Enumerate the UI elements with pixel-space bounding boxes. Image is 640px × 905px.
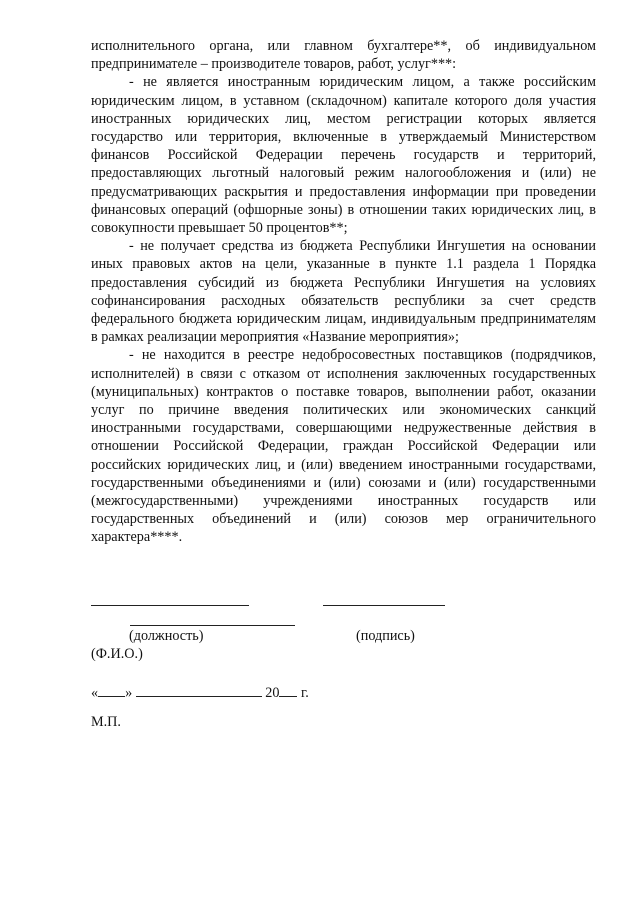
position-blank-line xyxy=(91,605,249,606)
day-blank xyxy=(98,683,125,697)
document-body xyxy=(91,37,596,547)
paragraph-registry: - не находится в реестре недобросовестных поставщиков (подрядчиков, исполнителей) в связи с отказом от исполнения заключенных государственных (муниципальных) контрактов о поставке товаров, выполнении работ, оказании услуг по причине введения политических или экономических санкций иностранными государствами, совершающими недружественные действия в отношении Российской Федерации, граждан Российской Федерации или российских юридических лиц, и (или) введением иностранными государствами, государственными объединениями и (или) союзами и (или) государственными (межгосударственными) учреждениями иностранных государств или государственных объединений и (или) союзов мер ограничительного характера****. xyxy=(91,347,596,546)
position-label: (должность) xyxy=(129,628,204,644)
name-blank-line xyxy=(130,625,295,626)
year-blank xyxy=(279,683,297,697)
date-open-quote: « xyxy=(91,685,99,701)
signature-blank-line xyxy=(323,605,445,606)
paragraph-intro: исполнительного органа, или главном бухгалтере**, об индивидуальном предпринимателе – производителе товаров, работ, услуг***: xyxy=(91,38,596,73)
name-label: (Ф.И.О.) xyxy=(91,646,143,662)
year-suffix: г. xyxy=(301,685,309,701)
date-close-quote: » xyxy=(125,685,133,701)
paragraph-foreign-entity: - не является иностранным юридическим лицом, а также российским юридическим лицом, в уставном (складочном) капитале которого доля участия иностранных юридических лиц, местом регистрации которых является государство или территория, включенные в утверждаемый Министерством финансов Российской Федерации перечень государств и территорий, предоставляющих льготный налоговый режим налогообложения и (или) не предусматривающих раскрытия и предоставления информации при проведении финансовых операций (офшорные зоны) в отношении таких юридических лиц, в совокупности превышает 50 процентов**; xyxy=(91,74,596,237)
month-blank xyxy=(136,683,262,697)
paragraph-budget-funds: - не получает средства из бюджета Республики Ингушетия на основании иных правовых актов на цели, указанные в пункте 1.1 раздела 1 Порядка предоставления субсидий из бюджета Республики Ингушетия на условиях софинансирования расходных обязательств республики за счет средств федерального бюджета юридическим лицам, индивидуальным предпринимателям в рамках реализации мероприятия «Название мероприятия»; xyxy=(91,238,596,346)
stamp-place-label: М.П. xyxy=(91,714,121,730)
signature-label: (подпись) xyxy=(356,628,415,644)
year-prefix: 20 xyxy=(265,685,280,701)
date-line xyxy=(91,683,309,702)
